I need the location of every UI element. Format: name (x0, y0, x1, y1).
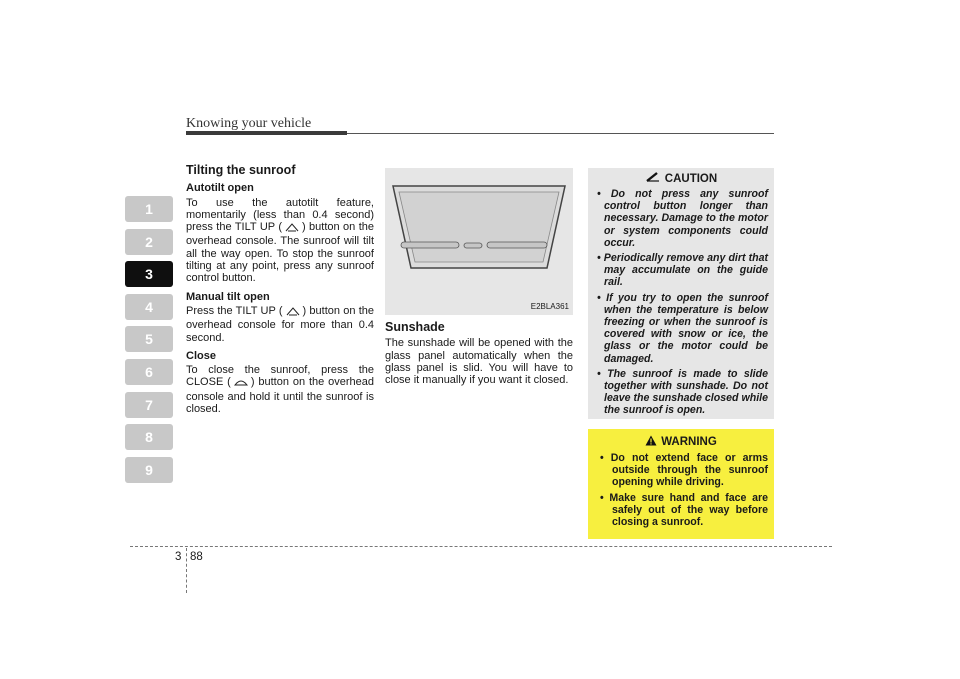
sunshade-text: The sunshade will be opened with the glass panel automatically when the glass panel is slid. You will have to close it manually if you want it closed. (385, 337, 573, 387)
footer-divider (186, 548, 187, 593)
header-rule (347, 133, 774, 134)
sunshade-figure (385, 168, 573, 315)
chapter-tab-3[interactable]: 3 (125, 261, 173, 287)
sunshade-heading: Sunshade (385, 320, 445, 334)
chapter-tab-7[interactable]: 7 (125, 392, 173, 418)
chapter-tabs (125, 196, 173, 489)
caution-heading: CAUTION (594, 172, 768, 185)
autotilt-text: To use the autotilt feature, momentarily (less than 0.4 second) press the TILT UP ( ) button on the overhead console. The sunroof will tilt all the way open. To stop the sunroof tilting at any point, press any sunroof control button. (186, 196, 374, 285)
footer-rule (130, 546, 832, 547)
chapter-tab-4[interactable]: 4 (125, 294, 173, 320)
pencil-icon (645, 172, 661, 185)
footer-page-number: 88 (190, 551, 203, 563)
tilt-up-icon (286, 306, 300, 319)
chapter-tab-1[interactable]: 1 (125, 196, 173, 222)
figure-code: E2BLA361 (530, 301, 569, 311)
chapter-tab-5[interactable]: 5 (125, 326, 173, 352)
warning-item: • Do not extend face or arms outside through the sunroof opening while driving. (600, 452, 768, 489)
caution-item: • Do not press any sunroof control button longer than necessary. Damage to the motor or system components could occur. (597, 188, 768, 249)
warning-heading: WARNING (594, 435, 768, 449)
caution-item: • If you try to open the sunroof when the temperature is below freezing or when the sunroof is covered with snow or ice, the glass or the motor could be damaged. (597, 291, 768, 365)
section-title: Knowing your vehicle (186, 116, 312, 131)
close-heading: Close (186, 349, 216, 362)
chapter-tab-2[interactable]: 2 (125, 229, 173, 255)
autotilt-heading: Autotilt open (186, 182, 254, 195)
caution-item: • The sunroof is made to slide together with sunshade. Do not leave the sunshade closed while the sunroof is open. (597, 367, 768, 417)
middle-column (385, 168, 573, 386)
left-column (186, 164, 374, 415)
chapter-tab-8[interactable]: 8 (125, 424, 173, 450)
tilting-heading: Tilting the sunroof (186, 163, 296, 177)
tilt-up-icon (285, 222, 299, 235)
close-sunroof-icon (234, 377, 248, 390)
header-bar (186, 131, 347, 135)
footer-chapter-number: 3 (175, 551, 182, 563)
chapter-tab-9[interactable]: 9 (125, 457, 173, 483)
close-text: To close the sunroof, press the CLOSE ( ) button on the overhead console and hold it until the sunroof is closed. (186, 364, 374, 416)
warning-triangle-icon (645, 435, 657, 449)
warning-item: • Make sure hand and face are safely out of the way before closing a sunroof. (600, 491, 768, 529)
caution-list (594, 188, 768, 417)
caution-item: • Periodically remove any dirt that may accumulate on the guide rail. (597, 252, 769, 289)
caution-box (588, 168, 774, 419)
chapter-tab-6[interactable]: 6 (125, 359, 173, 385)
manual-tilt-heading: Manual tilt open (186, 290, 270, 303)
manual-tilt-text: Press the TILT UP ( ) button on the overhead console for more than 0.4 second. (186, 304, 374, 344)
warning-list (594, 452, 768, 528)
sunroof-illustration (385, 168, 573, 315)
warning-box (588, 429, 774, 539)
